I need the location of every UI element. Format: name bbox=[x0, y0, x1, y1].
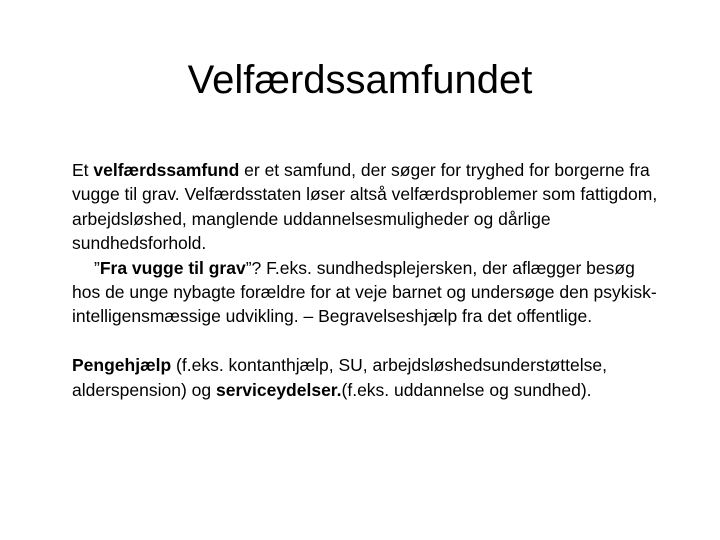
para3-bold-money: Pengehjælp bbox=[72, 355, 172, 376]
para2-bold-term: Fra vugge til grav bbox=[99, 257, 246, 278]
para2-quote-open: ” bbox=[94, 257, 100, 278]
para3-bold-services: serviceydelser. bbox=[215, 379, 342, 400]
paragraph-money-services bbox=[72, 353, 662, 402]
para1-bold-term: velfærdssamfund bbox=[93, 160, 240, 180]
para2-text: ”? F.eks. sundhedsplejersken, der aflægger besøg hos de unge nybagte forældre for at veje barnet og undersøge den psykisk-intelligensmæssige udvikling. – Begravelseshjælp fra det offentlige. bbox=[72, 257, 657, 327]
para1-text-1: Et bbox=[72, 160, 94, 180]
para1-text-2: er et samfund, der søger for tryghed for borgerne fra vugge til grav. Velfærdsstaten løser altså velfærdsproblemer som fattigdom, arbejdsløshed, manglende uddannelsesmuligheder og dårlige sundhedsforhold. bbox=[72, 160, 658, 254]
paragraph-spacer bbox=[72, 329, 662, 353]
slide-title: Velfærdssamfundet bbox=[187, 58, 533, 102]
paragraph-welfare-society bbox=[72, 158, 662, 256]
paragraph-cradle-to-grave bbox=[72, 256, 662, 329]
para3-text-1: (f.eks. kontanthjælp, SU, arbejdsløshedsunderstøttelse, alderspension) og bbox=[72, 355, 607, 400]
slide-body bbox=[72, 158, 662, 402]
para3-text-2: (f.eks. uddannelse og sundhed). bbox=[341, 379, 592, 400]
